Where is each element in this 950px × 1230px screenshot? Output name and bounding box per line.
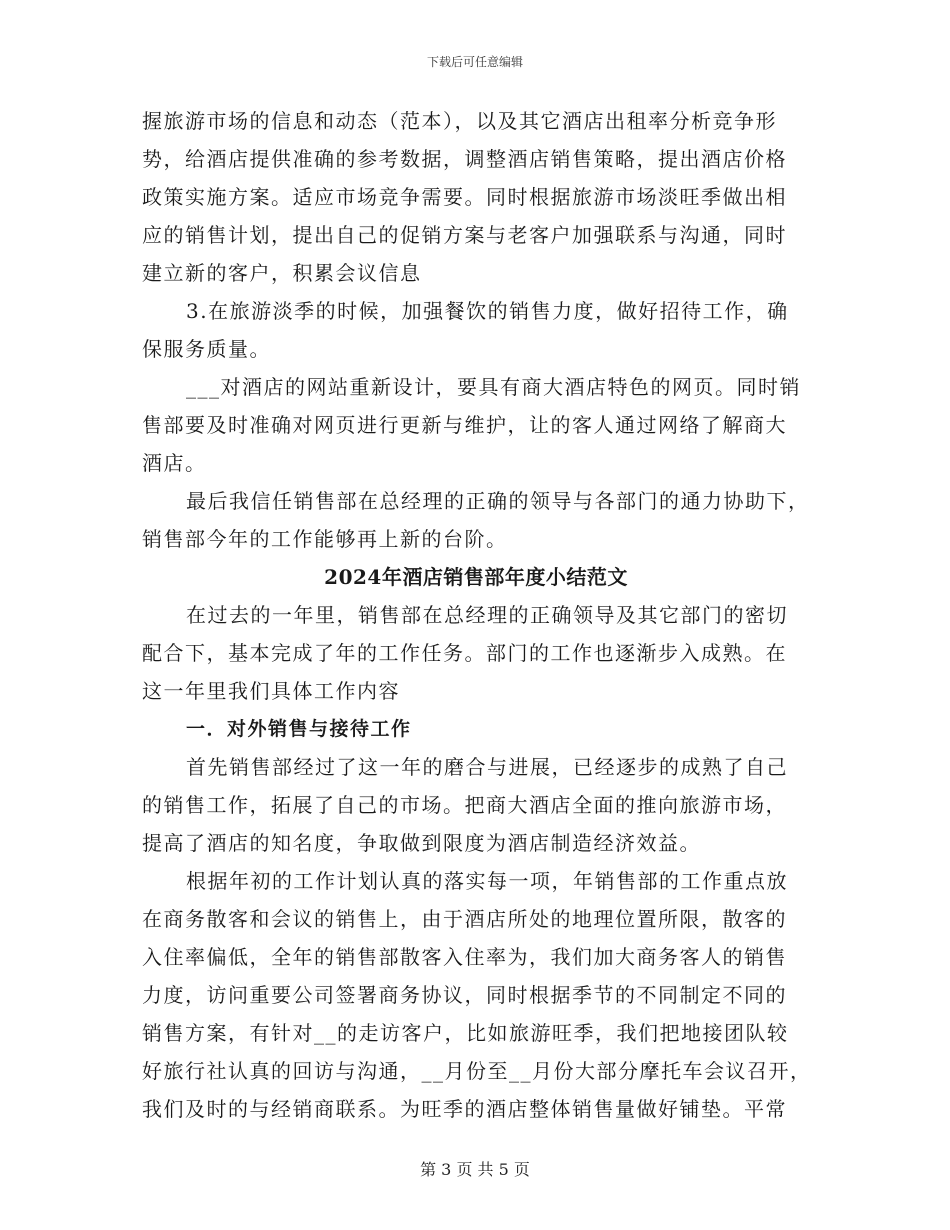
paragraph-first-line: 在过去的一年里，销售部在总经理的正确领导及其它部门的密切 — [186, 603, 788, 627]
text-line: 酒店。 — [142, 451, 207, 475]
paragraph-first-line: 最后我信任销售部在总经理的正确的领导与各部门的通力协助下， — [186, 489, 810, 513]
subsection-heading: 一．对外销售与接待工作 — [186, 718, 412, 740]
text-line: 提高了酒店的知名度，争取做到限度为酒店制造经济效益。 — [142, 831, 701, 855]
page-footer: 第 3 页 共 5 页 — [420, 1160, 530, 1179]
text-line: 政策实施方案。适应市场竞争需要。同时根据旅游市场淡旺季做出相 — [142, 185, 787, 209]
text-line: 配合下，基本完成了年的工作任务。部门的工作也逐渐步入成熟。在 — [142, 641, 787, 665]
text-line: 销售方案，有针对__的走访客户，比如旅游旺季，我们把地接团队较 — [142, 1021, 789, 1045]
text-line: 的销售工作，拓展了自己的市场。把商大酒店全面的推向旅游市场， — [142, 793, 787, 817]
text-line: 握旅游市场的信息和动态（范本），以及其它酒店出租率分析竞争形 — [142, 109, 777, 133]
page-header: 下载后可任意编辑 — [426, 55, 523, 69]
paragraph-first-line: 3.在旅游淡季的时候，加强餐饮的销售力度，做好招待工作，确 — [186, 299, 789, 323]
text-line: 在商务散客和会议的销售上，由于酒店所处的地理位置所限，散客的 — [142, 907, 787, 931]
text-line: 保服务质量。 — [142, 337, 271, 361]
text-line: 势，给酒店提供准确的参考数据，调整酒店销售策略，提出酒店价格 — [142, 147, 787, 171]
text-line: 这一年里我们具体工作内容 — [142, 679, 400, 703]
text-line: 售部要及时准确对网页进行更新与维护，让的客人通过网络了解商大 — [142, 413, 787, 437]
text-line: 力度，访问重要公司签署商务协议，同时根据季节的不同制定不同的 — [142, 983, 787, 1007]
paragraph-first-line: ___对酒店的网站重新设计，要具有商大酒店特色的网页。同时销 — [186, 375, 801, 399]
text-line: 我们及时的与经销商联系。为旺季的酒店整体销售量做好铺垫。平常 — [142, 1097, 787, 1121]
document-body — [142, 102, 810, 1128]
paragraph-first-line: 根据年初的工作计划认真的落实每一项，年销售部的工作重点放 — [186, 869, 788, 893]
text-line: 入住率偏低，全年的销售部散客入住率为，我们加大商务客人的销售 — [142, 945, 787, 969]
text-line: 好旅行社认真的回访与沟通，__月份至__月份大部分摩托车会议召开， — [142, 1059, 812, 1083]
section-title: 2024年酒店销售部年度小结范文 — [324, 565, 628, 589]
text-line: 应的销售计划，提出自己的促销方案与老客户加强联系与沟通，同时 — [142, 223, 787, 247]
text-line: 建立新的客户，积累会议信息 — [142, 261, 422, 285]
text-line: 销售部今年的工作能够再上新的台阶。 — [142, 527, 508, 551]
paragraph-first-line: 首先销售部经过了这一年的磨合与进展，已经逐步的成熟了自己 — [186, 755, 788, 779]
